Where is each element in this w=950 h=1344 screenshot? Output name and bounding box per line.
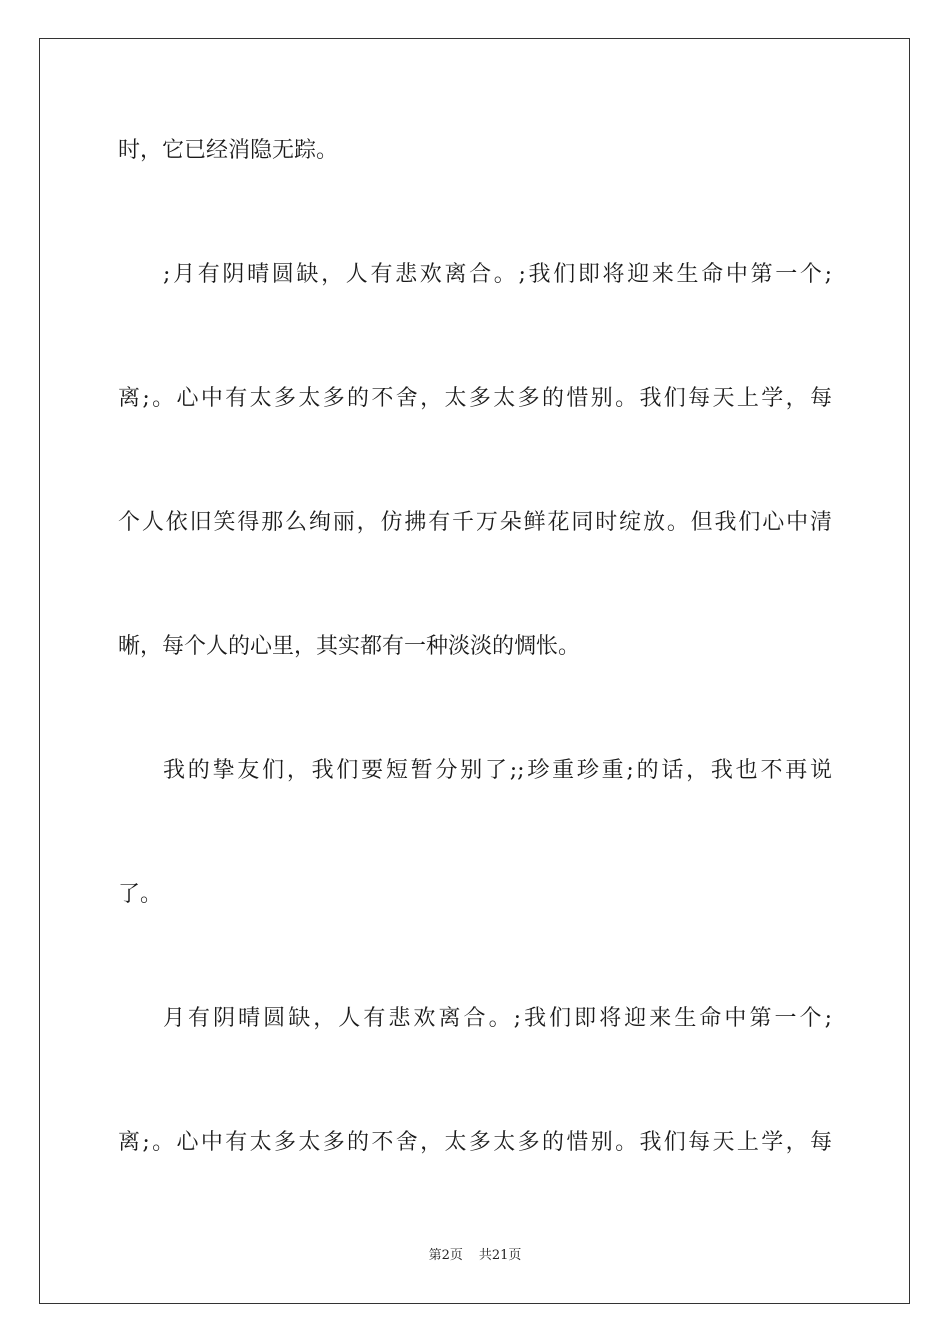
text-line-6: 我的挚友们，我们要短暂分别了;;珍重珍重;的话，我也不再说 — [163, 758, 832, 783]
text-line-2: ;月有阴晴圆缺，人有悲欢离合。;我们即将迎来生命中第一个; — [163, 262, 832, 287]
text-line-3: 离;。心中有太多太多的不舍，太多太多的惜别。我们每天上学，每 — [118, 386, 832, 411]
text-line-1: 时，它已经消隐无踪。 — [118, 138, 339, 163]
page-number-current: 第2页 — [428, 1248, 463, 1263]
page-footer — [0, 1247, 950, 1265]
text-line-7: 了。 — [118, 882, 163, 907]
text-line-5: 晰，每个人的心里，其实都有一种淡淡的惆怅。 — [118, 634, 581, 659]
page-number-total: 共21页 — [478, 1248, 522, 1263]
page-border — [39, 38, 910, 1304]
text-line-9: 离;。心中有太多太多的不舍，太多太多的惜别。我们每天上学，每 — [118, 1130, 832, 1155]
text-line-4: 个人依旧笑得那么绚丽，仿拂有千万朵鲜花同时绽放。但我们心中清 — [118, 510, 832, 535]
text-line-8: 月有阴晴圆缺，人有悲欢离合。;我们即将迎来生命中第一个; — [163, 1006, 832, 1031]
